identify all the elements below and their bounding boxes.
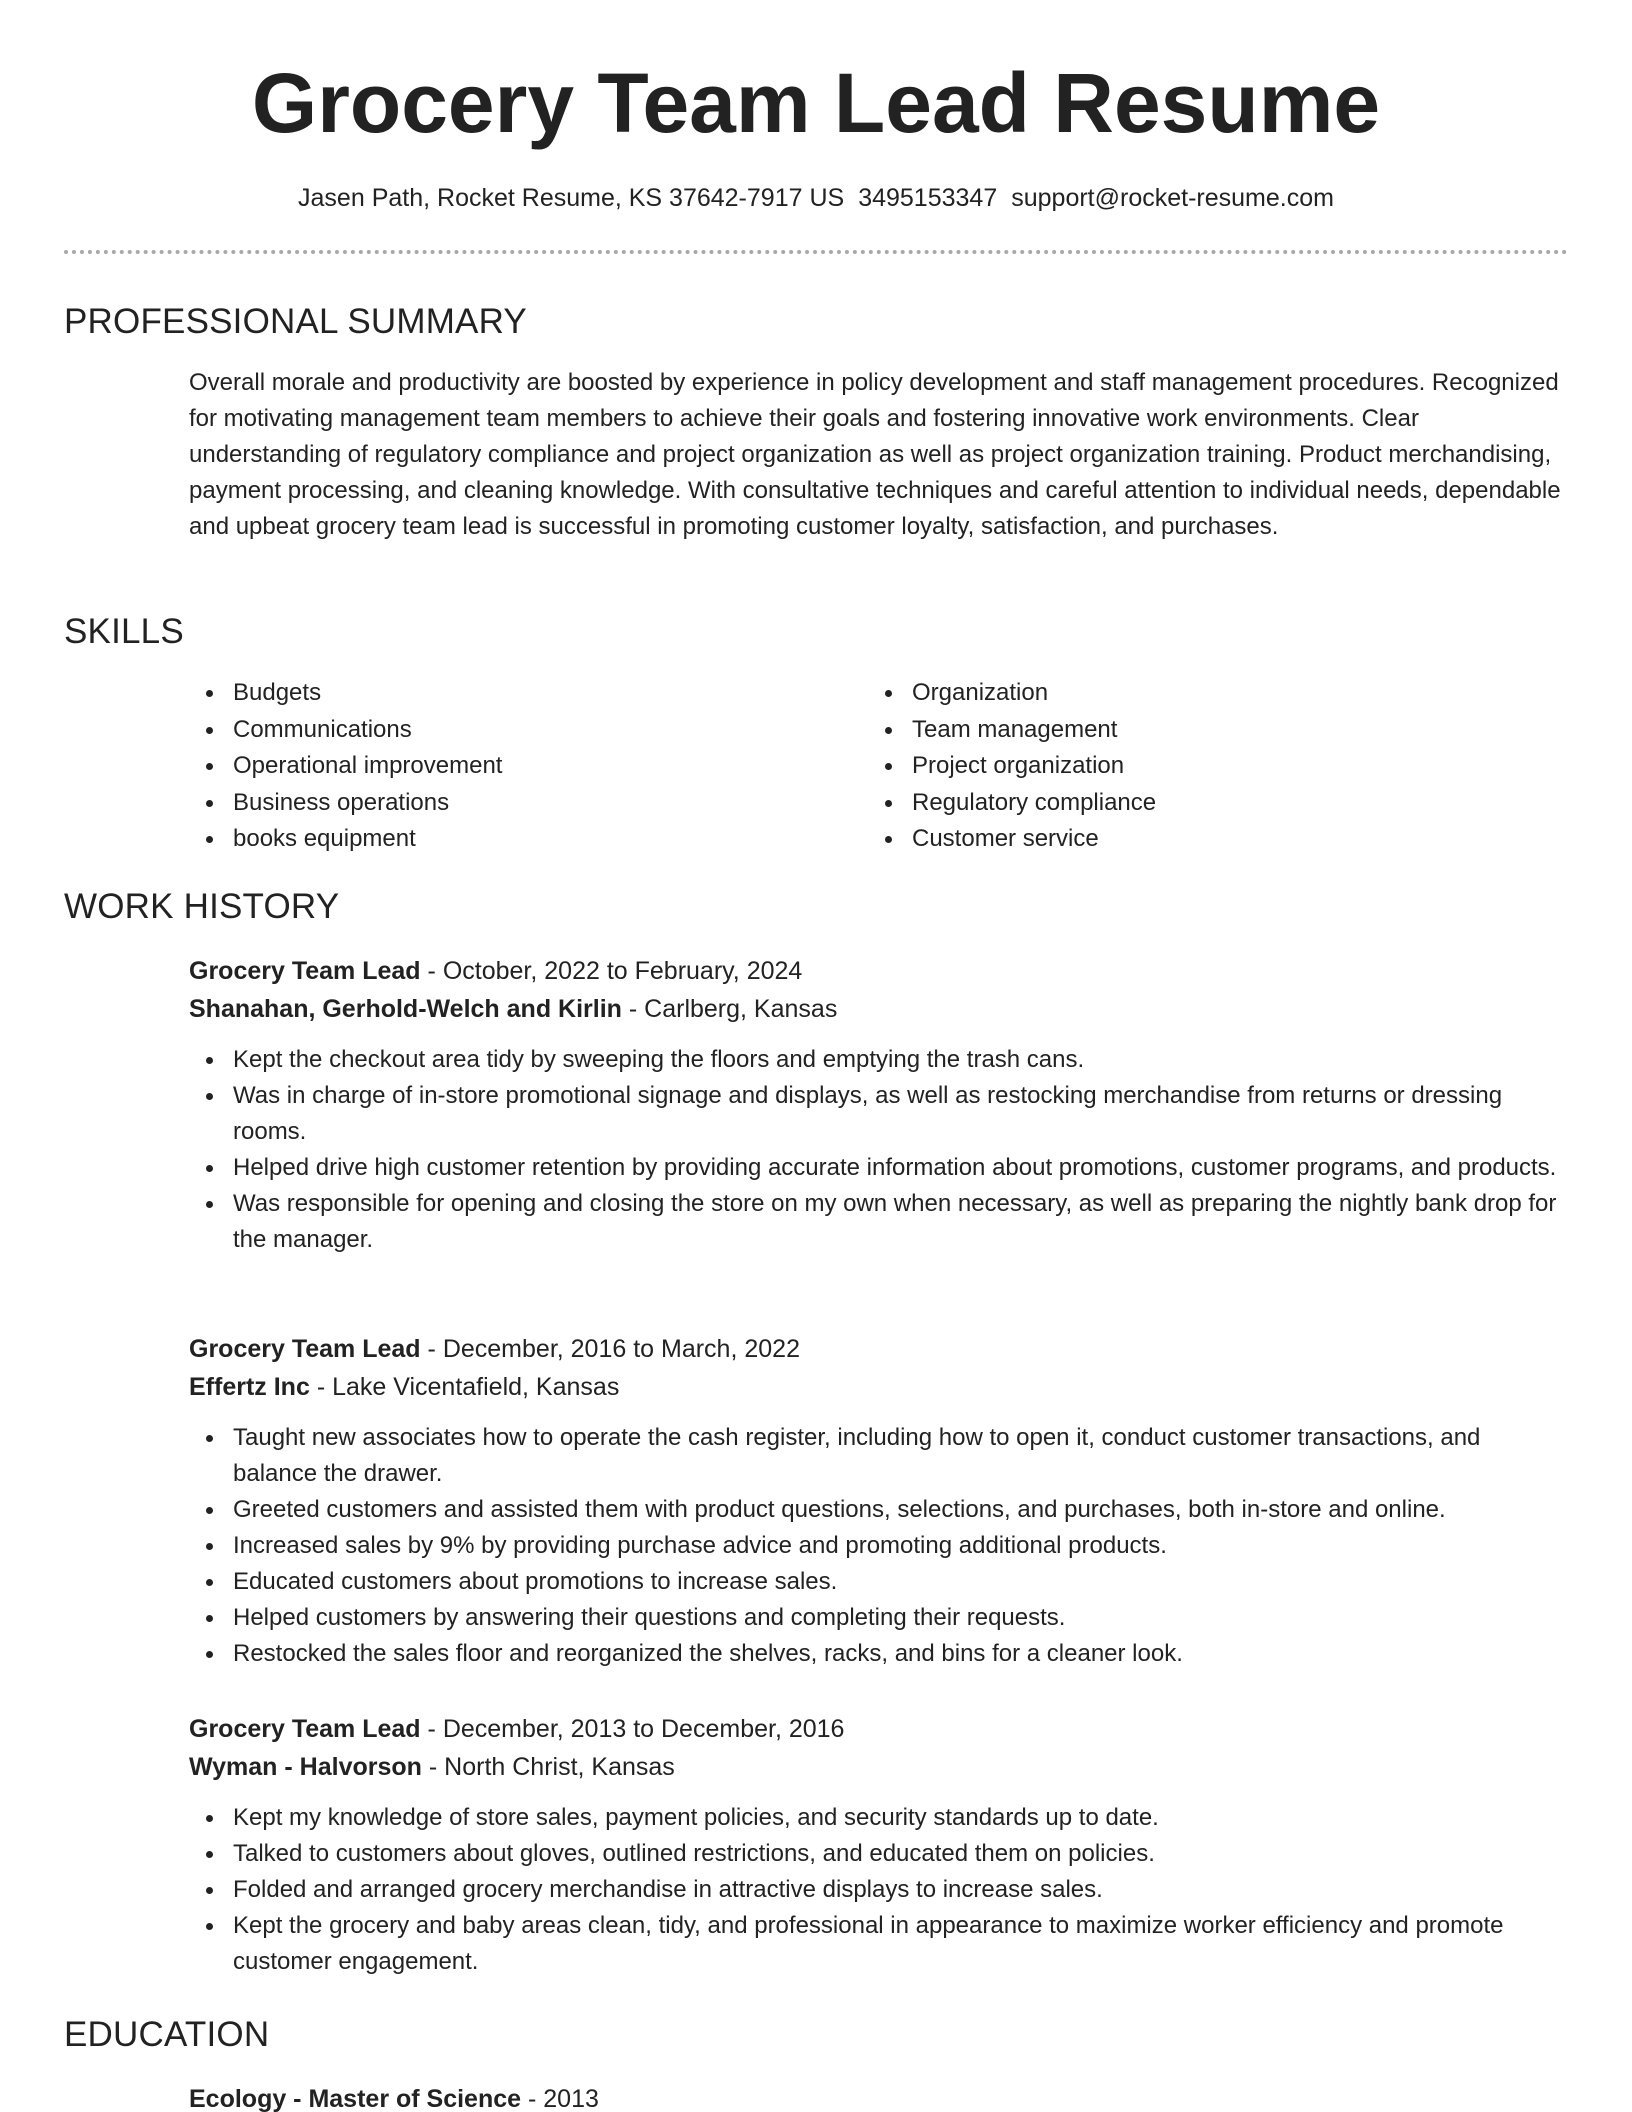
job-bullets xyxy=(189,1042,1569,1258)
job-dates: - December, 2013 to December, 2016 xyxy=(427,1715,845,1743)
job-bullet: Was in charge of in-store promotional signage and displays, as well as restocking merchandise from returns or dressing rooms. xyxy=(189,1078,1569,1150)
job-bullet: Talked to customers about gloves, outlined restrictions, and educated them on policies. xyxy=(189,1836,1569,1872)
skill-item: Organization xyxy=(868,675,1508,712)
education-degree: Ecology - Master of Science xyxy=(189,2085,522,2112)
job-entry xyxy=(189,952,1569,1258)
skill-item: books equipment xyxy=(189,821,829,858)
job-bullet: Restocked the sales floor and reorganized the shelves, racks, and bins for a cleaner look. xyxy=(189,1636,1569,1672)
job-dates: - December, 2016 to March, 2022 xyxy=(427,1335,800,1363)
education-heading: EDUCATION xyxy=(64,2015,270,2054)
job-title-line xyxy=(189,1330,1569,1368)
job-bullet: Kept the checkout area tidy by sweeping the floors and emptying the trash cans. xyxy=(189,1042,1569,1078)
skill-item: Project organization xyxy=(868,748,1508,785)
summary-heading: PROFESSIONAL SUMMARY xyxy=(64,302,527,341)
resume-title: Grocery Team Lead Resume xyxy=(251,56,1381,150)
job-location: - Carlberg, Kansas xyxy=(628,995,838,1023)
skills-heading: SKILLS xyxy=(64,612,184,651)
job-bullet: Greeted customers and assisted them with product questions, selections, and purchases, both in-store and online. xyxy=(189,1492,1569,1528)
job-bullet: Kept my knowledge of store sales, payment policies, and security standards up to date. xyxy=(189,1800,1569,1836)
job-entry xyxy=(189,1330,1569,1672)
skills-list-right xyxy=(868,675,1508,858)
skill-item: Customer service xyxy=(868,821,1508,858)
job-bullet: Folded and arranged grocery merchandise in attractive displays to increase sales. xyxy=(189,1872,1569,1908)
header-divider xyxy=(64,250,1568,254)
job-bullet: Helped drive high customer retention by providing accurate information about promotions, customer programs, and products. xyxy=(189,1150,1569,1186)
contact-address: Jasen Path, Rocket Resume, KS 37642-7917 US xyxy=(298,184,845,212)
job-company: Shanahan, Gerhold-Welch and Kirlin xyxy=(189,995,622,1023)
job-bullet: Helped customers by answering their questions and completing their requests. xyxy=(189,1600,1569,1636)
job-bullets xyxy=(189,1800,1569,1980)
job-company: Effertz Inc xyxy=(189,1373,310,1401)
work-history-heading: WORK HISTORY xyxy=(64,887,340,926)
summary-section xyxy=(189,365,1569,545)
job-title: Grocery Team Lead xyxy=(189,957,421,985)
job-bullet: Was responsible for opening and closing the store on my own when necessary, as well as preparing the nightly bank drop for the manager. xyxy=(189,1186,1569,1258)
skill-item: Communications xyxy=(189,712,829,749)
skill-item: Operational improvement xyxy=(189,748,829,785)
skill-item: Regulatory compliance xyxy=(868,785,1508,822)
job-company-line xyxy=(189,990,1569,1028)
skill-item: Team management xyxy=(868,712,1508,749)
contact-email: support@rocket-resume.com xyxy=(1011,184,1334,212)
contact-phone: 3495153347 xyxy=(858,184,998,212)
contact-line xyxy=(0,181,1632,215)
job-bullet: Increased sales by 9% by providing purchase advice and promoting additional products. xyxy=(189,1528,1569,1564)
job-bullet: Taught new associates how to operate the cash register, including how to open it, conduct customer transactions, and balance the drawer. xyxy=(189,1420,1569,1492)
education-year: - 2013 xyxy=(528,2085,599,2112)
job-location: - North Christ, Kansas xyxy=(428,1753,675,1781)
job-location: - Lake Vicentafield, Kansas xyxy=(316,1373,620,1401)
skill-item: Budgets xyxy=(189,675,829,712)
job-title-line xyxy=(189,1710,1569,1748)
job-dates: - October, 2022 to February, 2024 xyxy=(427,957,803,985)
job-bullets xyxy=(189,1420,1569,1672)
summary-text: Overall morale and productivity are boosted by experience in policy development and staff management procedures. Recognized for motivating management team members to achieve their goals and fostering innovative work environments. Clear understanding of regulatory compliance and project organization as well as project organization training. Product merchandising, payment processing, and cleaning knowledge. With consultative techniques and careful attention to individual needs, dependable and upbeat grocery team lead is successful in promoting customer loyalty, satisfaction, and purchases. xyxy=(189,369,1561,540)
job-entry xyxy=(189,1710,1569,1980)
job-company-line xyxy=(189,1748,1569,1786)
education-entry xyxy=(189,2080,1569,2112)
job-bullet: Educated customers about promotions to increase sales. xyxy=(189,1564,1569,1600)
skills-list-left xyxy=(189,675,829,858)
job-company-line xyxy=(189,1368,1569,1406)
skill-item: Business operations xyxy=(189,785,829,822)
job-bullet: Kept the grocery and baby areas clean, tidy, and professional in appearance to maximize worker efficiency and promote customer engagement. xyxy=(189,1908,1569,1980)
job-company: Wyman - Halvorson xyxy=(189,1753,422,1781)
education-line xyxy=(189,2080,1569,2112)
job-title: Grocery Team Lead xyxy=(189,1715,421,1743)
job-title-line xyxy=(189,952,1569,990)
job-title: Grocery Team Lead xyxy=(189,1335,421,1363)
